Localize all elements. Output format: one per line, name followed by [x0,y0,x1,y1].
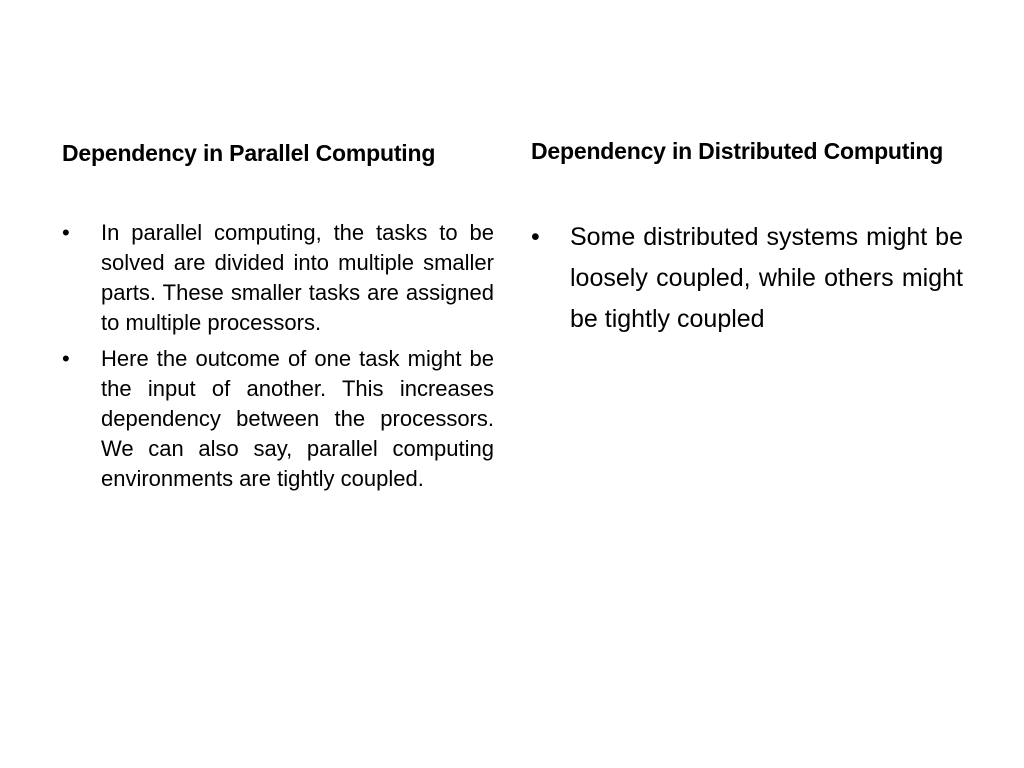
bullet-text: In parallel computing, the tasks to be solved are divided into multiple smaller parts. These smaller tasks are assigned to multiple processors. [101,220,494,335]
bullet-icon: • [62,220,70,245]
distributed-computing-heading: Dependency in Distributed Computing [531,138,944,164]
bullet-icon: • [62,346,70,371]
distributed-computing-column [531,136,963,340]
parallel-computing-heading: Dependency in Parallel Computing [62,140,436,166]
bullet-icon: • [531,223,540,251]
list-item [62,344,494,494]
list-item [531,217,963,340]
list-item [62,218,494,338]
bullet-text: Here the outcome of one task might be the input of another. This increases dependency between the processors. We can also say, parallel computing environments are tightly coupled. [101,346,494,491]
parallel-computing-column [62,138,494,500]
bullet-text: Some distributed systems might be loosely coupled, while others might be tightly coupled [570,223,963,333]
parallel-computing-bullet-list [62,218,494,494]
distributed-computing-bullet-list [531,217,963,340]
